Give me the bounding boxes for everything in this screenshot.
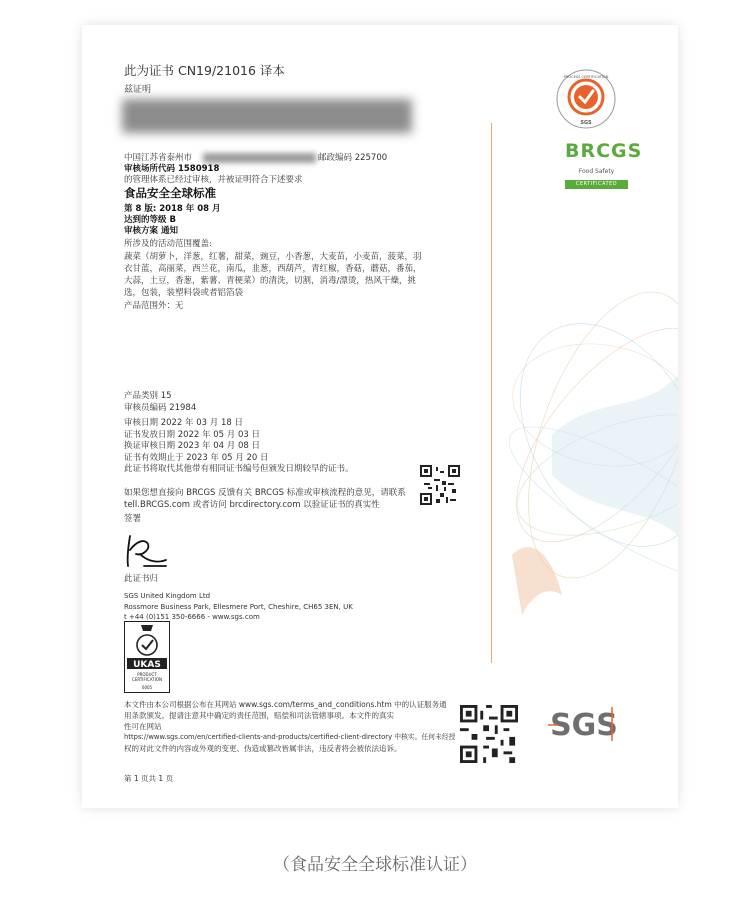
footer-line-5: 权的对此文件的内容或外观的变更、伪造或篡改皆属非法，违反者将会被依法追诉。 [124, 744, 402, 753]
svg-text:PRODUCT: PRODUCT [137, 672, 157, 677]
scope-text: 蔬菜（胡萝卜，洋葱，红薯，甜菜，豌豆，小香葱，大麦苗，小麦苗，菠菜，羽衣甘蓝，高丽菜，西兰花，南瓜，韭葱，西葫芦，青红椒，香菇，蘑菇，番茄，大蒜，土豆，香葱，紫薯、青梗菜）的清洗，切割，消毒/漂烫，热风干燥，挑选，包装，装塑料袋或者铝箔袋 [124, 252, 422, 298]
footer-line-1: 本文件由本公司根据公布在其网站 www.sgs.com/terms_and_conditions.htm 中的认证服务通 [124, 700, 447, 709]
page-number: 第 1 页共 1 页 [124, 774, 174, 783]
footer-line-2: 用条款颁发。提请注意其中确定的责任范围，赔偿和司法管辖事项。本文件的真实 [124, 711, 394, 720]
feedback-line-1: 如果您想直接向 BRCGS 反馈有关 BRCGS 标准或审核流程的意见，请联系 [124, 488, 406, 498]
footer-line-3: 性可在网站 [124, 722, 162, 731]
issue-version: 第 8 版: 2018 年 08 月 [124, 204, 221, 214]
address-redacted [203, 153, 316, 163]
audit-date: 审核日期 2022 年 03 月 18 日 [124, 418, 243, 428]
brcgs-certificated: CERTIFICATED [565, 180, 628, 189]
issue-date: 证书发放日期 2022 年 05 月 03 日 [124, 430, 260, 440]
feedback-line-2: tell.BRCGS.com 或者访问 brcdirectory.com 以验证证书的真实性 [124, 500, 380, 510]
address-prefix: 中国江苏省泰州市 [124, 153, 193, 163]
standard-name: 食品安全全球标准 [124, 186, 216, 200]
qr-code-icon [460, 705, 518, 763]
org-address: Rossmore Business Park, Ellesmere Port, Cheshire, CH65 3EN, UK [124, 603, 353, 611]
org-name: SGS United Kingdom Ltd [124, 592, 211, 600]
signature-icon [122, 530, 170, 570]
org-contact: t +44 (0)151 350-6666 - www.sgs.com [124, 613, 260, 621]
audit-scheme: 审核方案 通知 [124, 226, 178, 236]
accent-divider-line [491, 123, 492, 663]
auditor-id: 审核员编码 21984 [124, 403, 197, 413]
attest-label: 兹证明 [124, 85, 152, 95]
brcgs-badge-icon [556, 69, 616, 129]
postcode: 邮政编码 225700 [318, 153, 388, 163]
expiry-date: 证书有效期止于 2023 年 05 月 20 日 [124, 453, 269, 463]
ukas-logo-icon [124, 621, 170, 693]
svg-text:SGS: SGS [580, 120, 592, 126]
management-line: 的管理体系已经过审核，并被证明符合下述要求 [124, 175, 303, 185]
page-caption: （食品安全全球标准认证） [273, 855, 477, 875]
svg-text:SGS: SGS [550, 708, 618, 743]
brcgs-food-safety: Food Safety [578, 168, 615, 175]
signed-label: 签署 [124, 514, 142, 524]
qr-code-icon [420, 465, 460, 505]
site-code: 审核场所代码 1580918 [124, 164, 220, 174]
svg-text:PROCESS CERTIFICATION: PROCESS CERTIFICATION [563, 75, 609, 79]
certificate-sheet [82, 25, 678, 808]
footer-line-4: https://www.sgs.com/en/certified-clients-and-products/certified-client-directory 中核实。任何未经授 [124, 733, 456, 741]
guilloche-artwork [492, 175, 678, 695]
reissue-date: 换证审核日期 2023 年 04 月 08 日 [124, 441, 260, 451]
certificate-title: 此为证书 CN19/21016 译本 [124, 63, 285, 78]
product-category: 产品类别 15 [124, 391, 172, 401]
exclusions: 产品范围外：无 [124, 301, 184, 311]
brcgs-wordmark: BRCGS [565, 140, 643, 162]
svg-text:CERTIFICATION: CERTIFICATION [132, 677, 162, 682]
company-name-redacted [122, 99, 412, 133]
owned-by-label: 此证书归 [124, 574, 159, 584]
scope-heading: 所涉及的活动范围覆盖: [124, 239, 212, 249]
grade: 达到的等级 B [124, 215, 176, 225]
svg-text:UKAS: UKAS [133, 660, 161, 670]
svg-text:0005: 0005 [141, 685, 153, 690]
supersedes-note: 此证书将取代其他带有相同证书编号但颁发日期较早的证书。 [124, 464, 354, 474]
sgs-logo-icon [548, 705, 620, 743]
